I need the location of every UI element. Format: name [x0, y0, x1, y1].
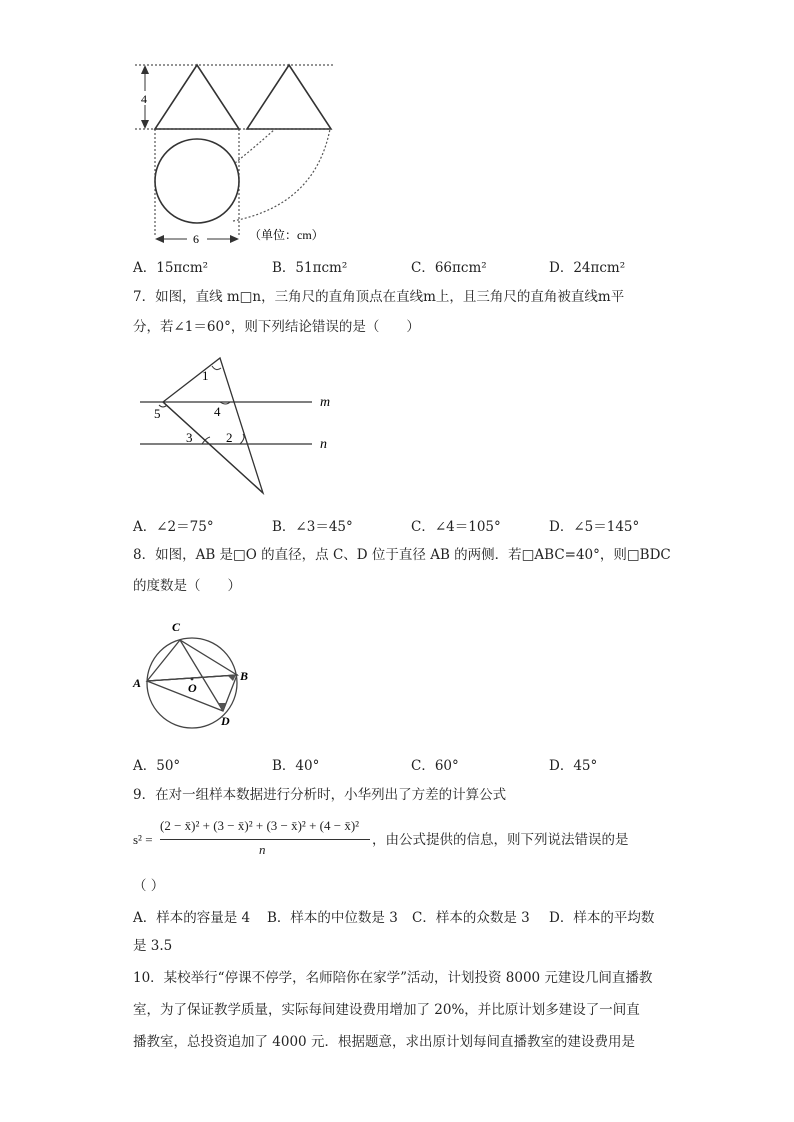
q8-choice-c[interactable]: C．60° — [411, 758, 459, 774]
q8-label-a: A — [133, 676, 142, 690]
q10-stem-line2: 室，为了保证教学质量，实际每间建设费用增加了 20%，并比原计划多建设了一间直 — [133, 1002, 640, 1018]
q6-choice-a[interactable]: A．15πcm² — [133, 260, 209, 276]
q9-formula-numerator: (2 − x̄)² + (3 − x̄)² + (3 − x̄)² + (4 − x̄)² — [160, 818, 360, 833]
q9-formula-after: ，由公式提供的信息，则下列说法错误的是 — [372, 832, 629, 848]
q7-label-n: n — [320, 437, 327, 452]
q9-choice-d[interactable]: D．样本的平均数 — [549, 910, 655, 926]
q8-choice-d[interactable]: D．45° — [549, 758, 598, 774]
q9-formula-lhs: s² = — [133, 832, 153, 847]
q7-label-3: 3 — [186, 430, 193, 445]
q8-figure — [128, 615, 268, 735]
q7-label-2: 2 — [226, 430, 233, 445]
q7-choice-b[interactable]: B．∠3＝45° — [272, 519, 353, 535]
q8-choice-b[interactable]: B．40° — [272, 758, 320, 774]
q6-width-label: 6 — [193, 232, 199, 246]
q7-choice-d[interactable]: D．∠5＝145° — [549, 519, 640, 535]
q8-label-d: D — [221, 714, 230, 728]
q6-choice-d[interactable]: D．24πcm² — [549, 260, 626, 276]
q7-label-5: 5 — [154, 406, 161, 421]
q9-choice-b[interactable]: B．样本的中位数是 3 — [267, 910, 398, 926]
q7-label-1: 1 — [202, 368, 209, 383]
q8-choice-a[interactable]: A．50° — [133, 758, 181, 774]
q9-choice-a[interactable]: A．样本的容量是 4 — [133, 910, 251, 926]
q6-unit-label: （单位：cm） — [249, 228, 324, 242]
q8-label-b: B — [240, 669, 249, 683]
q9-fraction-bar — [160, 839, 370, 840]
q7-choice-a[interactable]: A．∠2＝75° — [133, 519, 214, 535]
q9-choice-d-continued: 是 3.5 — [133, 938, 173, 954]
q7-stem-line2: 分，若∠1＝60°，则下列结论错误的是（ ） — [133, 319, 420, 335]
q9-paren: （ ） — [133, 878, 165, 894]
q7-stem-line1: 7．如图，直线 m□n，三角尺的直角顶点在直线m上，且三角尺的直角被直线m平 — [133, 289, 625, 305]
q6-choice-b[interactable]: B．51πcm² — [272, 260, 348, 276]
q9-formula-denominator: n — [259, 842, 266, 857]
q9-stem-line1: 9．在对一组样本数据进行分析时，小华列出了方差的计算公式 — [133, 787, 507, 803]
q7-label-4: 4 — [214, 404, 221, 419]
q8-stem-line1: 8．如图，AB 是□O 的直径，点 C、D 位于直径 AB 的两侧．若□ABC=40°，则□BDC — [133, 547, 671, 563]
q7-figure — [130, 350, 350, 500]
q9-choice-c[interactable]: C．样本的众数是 3 — [412, 910, 530, 926]
q6-height-label: 4 — [141, 92, 147, 106]
q10-stem-line3: 播教室，总投资追加了 4000 元．根据题意，求出原计划每间直播教室的建设费用是 — [133, 1034, 635, 1050]
q8-label-o: O — [188, 681, 197, 695]
q7-label-m: m — [320, 395, 331, 410]
q6-figure — [125, 55, 385, 250]
q7-choice-c[interactable]: C．∠4＝105° — [411, 519, 501, 535]
q8-label-c: C — [172, 620, 181, 634]
q10-stem-line1: 10．某校举行“停课不停学，名师陪你在家学”活动，计划投资 8000 元建设几间直播教 — [133, 970, 653, 986]
q8-stem-line2: 的度数是（ ） — [133, 578, 241, 594]
q6-choice-c[interactable]: C．66πcm² — [411, 260, 487, 276]
